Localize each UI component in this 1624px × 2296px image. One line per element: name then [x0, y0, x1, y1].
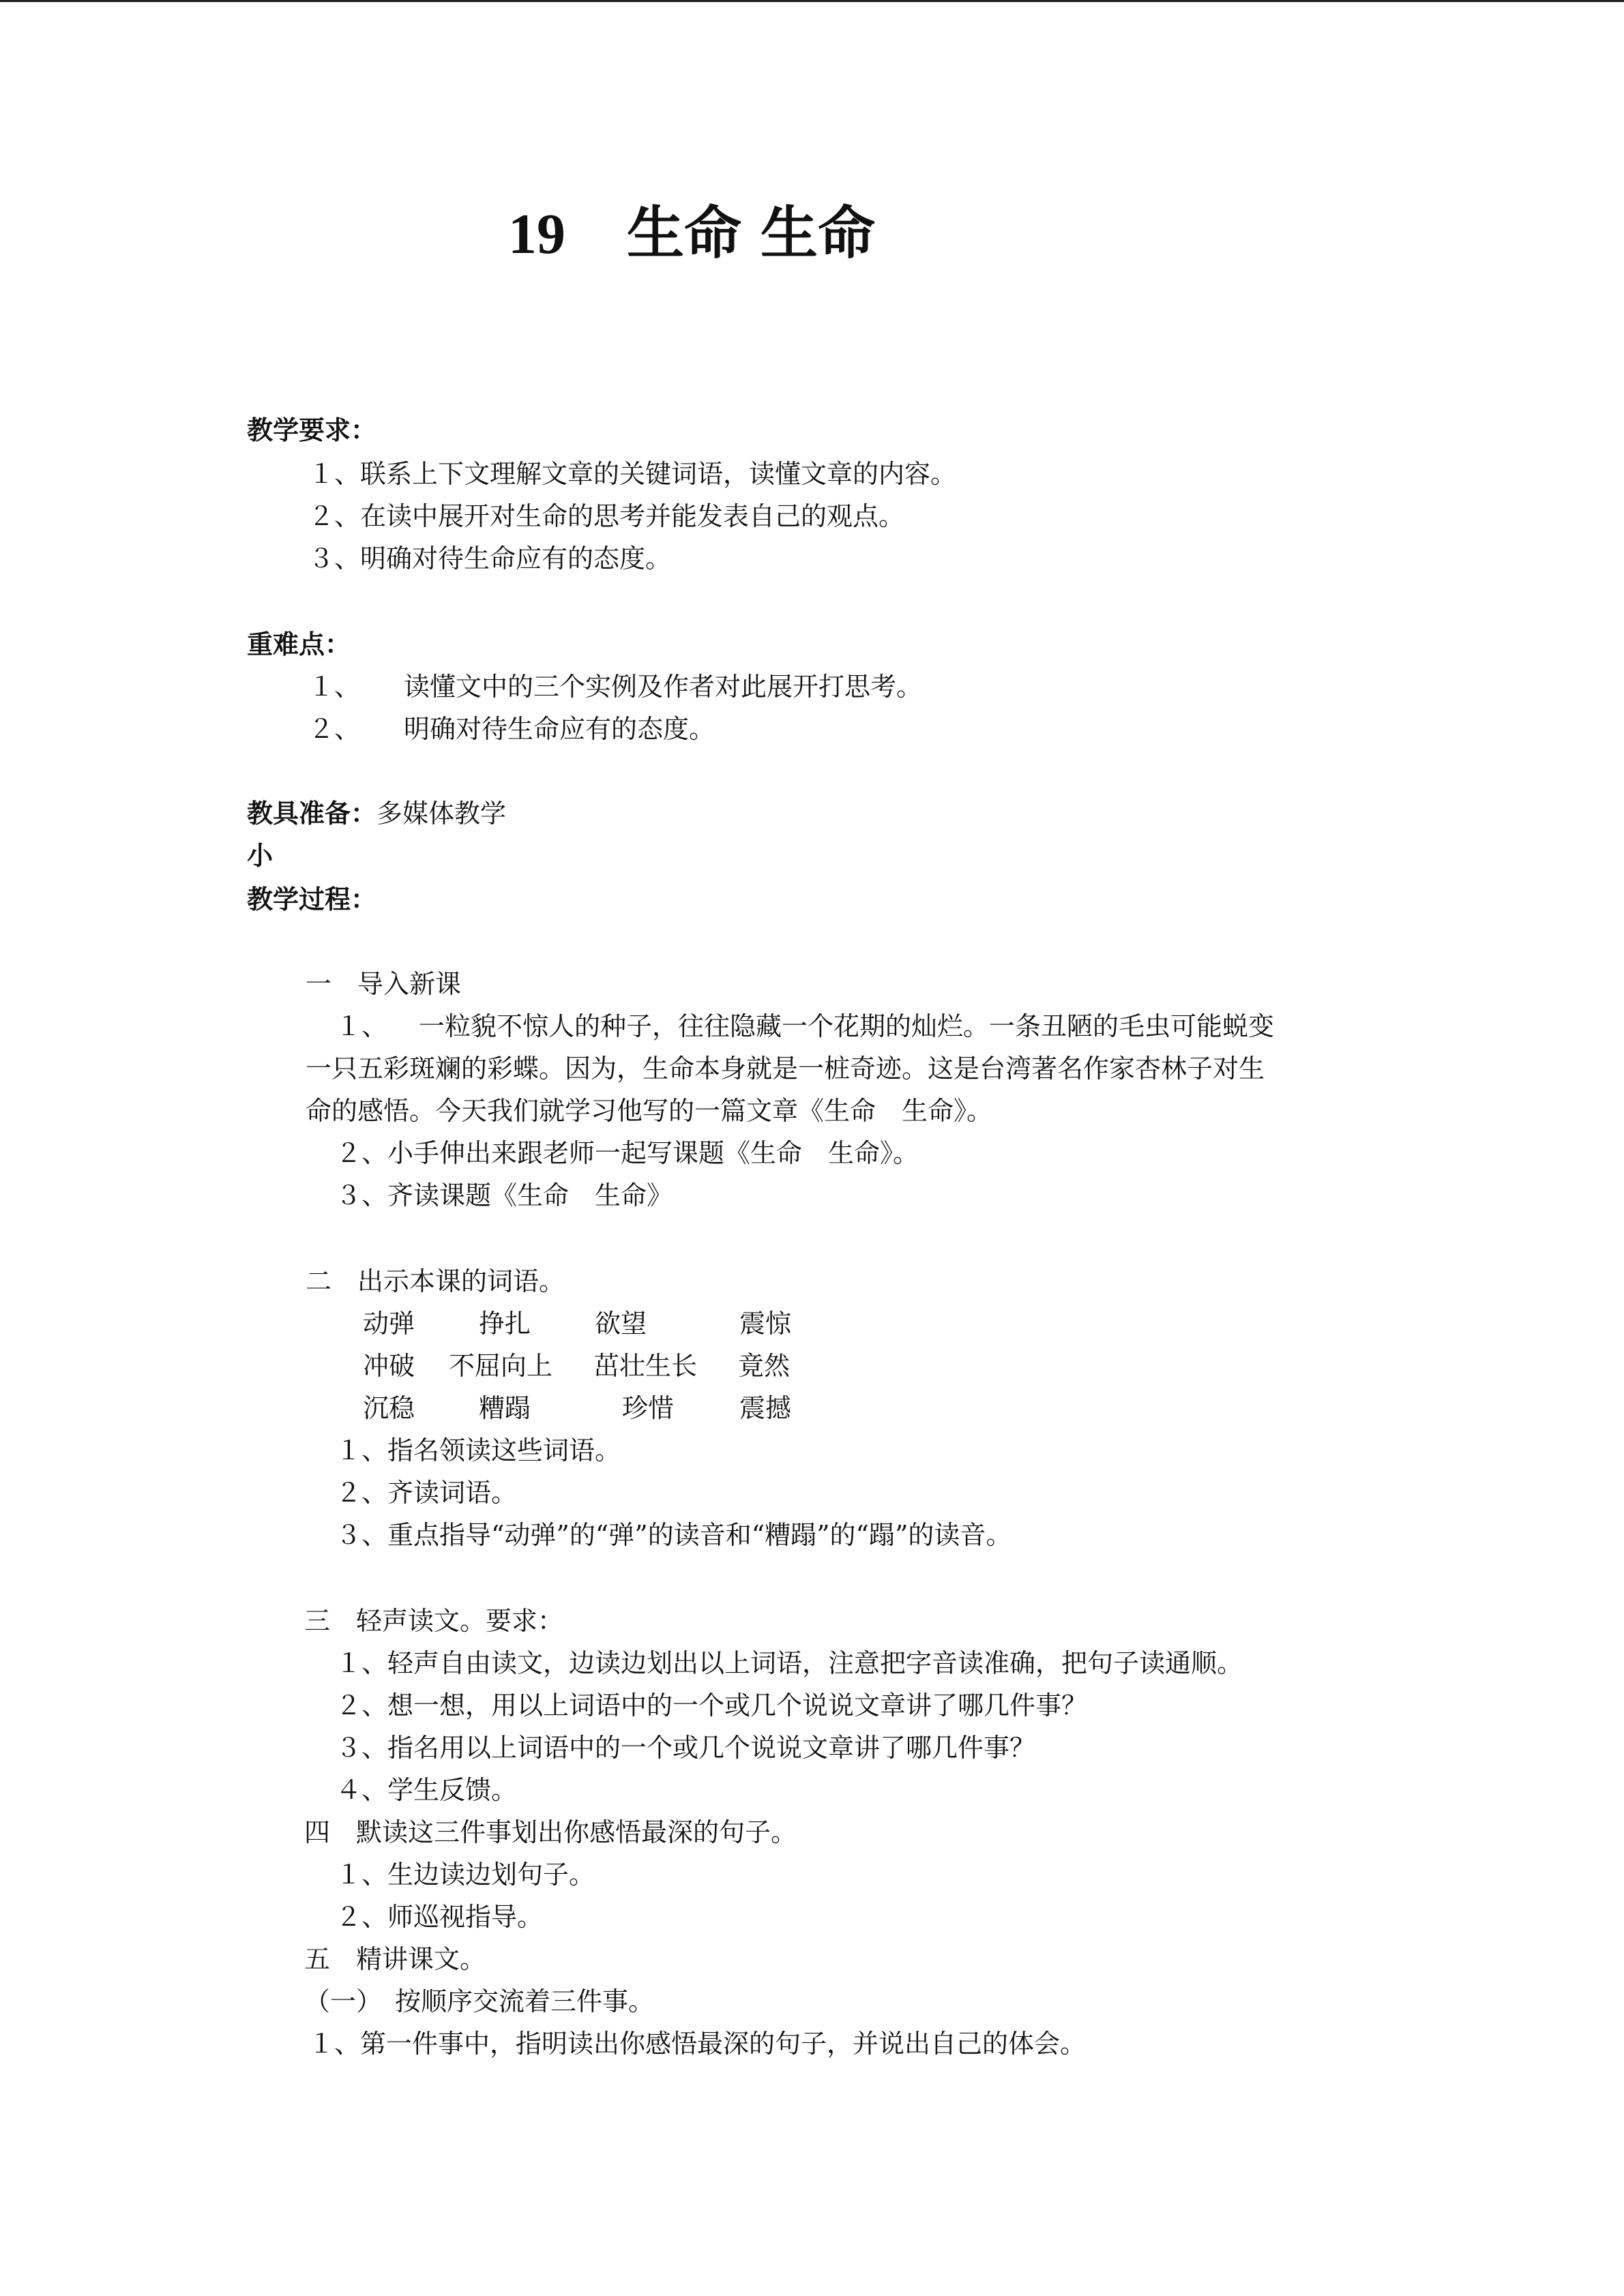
section-3-title: 三 轻声读文。要求：	[304, 1606, 564, 1636]
key-point-number: １、	[308, 672, 361, 702]
vocab-word: 茁壮生长	[593, 1351, 698, 1381]
section-4-title: 四 默读这三件事划出你感悟最深的句子。	[304, 1817, 797, 1847]
vocab-word: 沉稳	[363, 1393, 415, 1423]
vocab-word: 不屈向上	[449, 1351, 553, 1381]
tools-heading: 教具准备：	[247, 798, 377, 829]
title-number: 19	[508, 203, 565, 266]
section-1-para-line: 一只五彩斑斓的彩蝶。因为，生命本身就是一桩奇迹。这是台湾著名作家杏林子对生	[306, 1054, 1265, 1084]
section-1-item: ２、小手伸出来跟老师一起写课题《生命 生命》。	[336, 1138, 919, 1168]
vocab-word: 挣扎	[479, 1309, 531, 1339]
vocab-word: 欲望	[595, 1309, 647, 1339]
teaching-requirements-heading: 教学要求：	[247, 415, 377, 445]
key-point-text: 读懂文中的三个实例及作者对此展开打思考。	[404, 672, 923, 702]
key-points-heading: 重难点：	[247, 629, 351, 659]
section-5-subheading: （一） 按顺序交流着三件事。	[304, 1986, 655, 2016]
section-3-item: ２、想一想，用以上词语中的一个或几个说说文章讲了哪几件事？	[336, 1690, 1088, 1720]
requirement-item: ３、明确对待生命应有的态度。	[308, 543, 672, 573]
section-1-para-line: 命的感悟。今天我们就学习他写的一篇文章《生命 生命》。	[306, 1096, 993, 1126]
section-3-item: ４、学生反馈。	[336, 1775, 518, 1805]
vocab-row	[363, 1395, 791, 1421]
key-point-number: ２、	[308, 714, 361, 744]
section-2-title: 二 出示本课的词语。	[306, 1266, 565, 1296]
tools-text: 多媒体教学	[377, 799, 507, 829]
vocab-word: 震撼	[739, 1393, 792, 1423]
section-5-item: １、第一件事中，指明读出你感悟最深的句子，并说出自己的体会。	[308, 2029, 1087, 2059]
process-heading: 教学过程：	[247, 884, 377, 914]
vocab-word: 震惊	[739, 1309, 792, 1339]
tools-line	[247, 798, 507, 829]
section-2-item: １、指名领读这些词语。	[336, 1435, 621, 1465]
top-border-line	[0, 0, 1624, 2]
section-1-item: ３、齐读课题《生命 生命》	[336, 1180, 673, 1210]
vocab-word: 竟然	[738, 1351, 791, 1381]
section-3-item: ３、指名用以上词语中的一个或几个说说文章讲了哪几件事？	[336, 1733, 1036, 1763]
requirement-item: １、联系上下文理解文章的关键词语，读懂文章的内容。	[308, 459, 957, 489]
section-1-para-line: 一粒貌不惊人的种子，往往隐藏一个花期的灿烂。一条丑陋的毛虫可能蜕变	[419, 1011, 1275, 1041]
section-3-item: １、轻声自由读文，边读边划出以上词语，注意把字音读准确，把句子读通顺。	[336, 1648, 1243, 1678]
vocab-word: 糟蹋	[479, 1393, 531, 1423]
section-1-para-number: １、	[336, 1011, 388, 1041]
vocab-word: 珍惜	[622, 1393, 675, 1423]
vocab-word: 冲破	[363, 1351, 415, 1381]
title-word-1: 生命	[627, 199, 742, 267]
stray-character: 小	[247, 840, 274, 871]
section-4-item: １、生边读边划句子。	[336, 1860, 595, 1890]
vocab-row	[363, 1311, 791, 1337]
title-word-2: 生命	[761, 199, 876, 267]
key-point-text: 明确对待生命应有的态度。	[404, 714, 715, 744]
vocab-word: 动弹	[363, 1309, 415, 1339]
section-2-item: ３、重点指导“动弹”的“弹”的读音和“糟蹋”的“蹋”的读音。	[336, 1520, 1012, 1550]
section-2-item: ２、齐读词语。	[336, 1478, 518, 1508]
requirement-item: ２、在读中展开对生命的思考并能发表自己的观点。	[308, 501, 905, 531]
section-5-title: 五 精讲课文。	[304, 1944, 486, 1974]
vocab-row	[363, 1353, 790, 1379]
section-4-item: ２、师巡视指导。	[336, 1902, 544, 1932]
page-title	[508, 199, 1122, 267]
section-1-title: 一 导入新课	[306, 969, 462, 999]
